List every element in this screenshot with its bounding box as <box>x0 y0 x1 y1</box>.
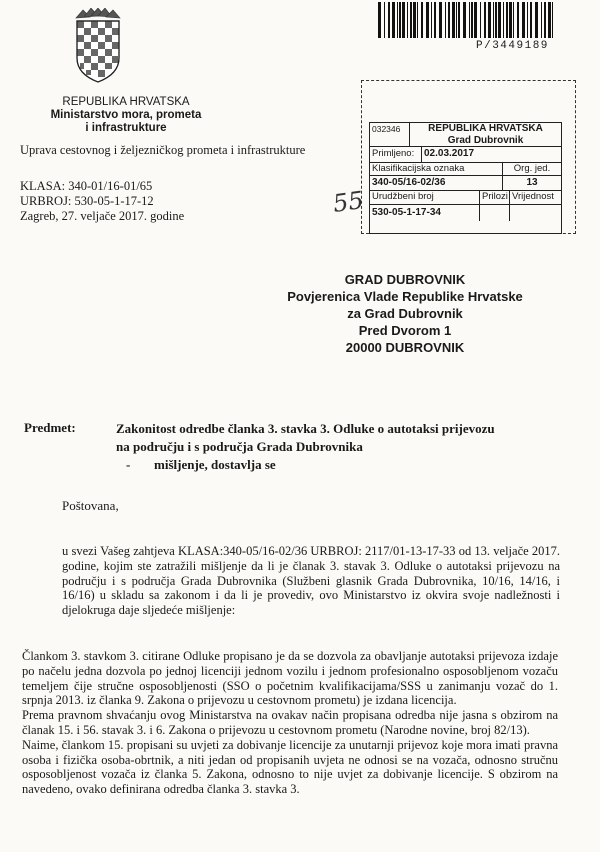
paragraph-article-15: Naime, člankom 15. propisani su uvjeti za dobivanje licencije za unutarnji prijevoz koje mora imati pravna osoba i fizička osoba-obrtnik, a niti jedan od propisanih uvjeta ne odnosi se na vozača, odnosno stručnu osposobljenost vozača iz članka 5. Zakona, odnosno to nije uvjet za dobivanje licencije. S obzirom na navedeno, ovako definirana odredba članka 3. stavka 3. <box>22 737 558 797</box>
ministry-header <box>36 96 216 135</box>
stamp-value-value <box>510 204 561 221</box>
barcode-bar <box>407 2 408 38</box>
stamp-urbroj-label-row <box>370 190 561 205</box>
barcode-bar <box>480 2 481 38</box>
directorate-name: Uprava cestovnog i željezničkog prometa i infrastrukture <box>20 143 306 157</box>
barcode-bar <box>544 2 546 38</box>
barcode-bar <box>384 2 385 38</box>
stamp-org-value: 13 <box>526 177 538 188</box>
barcode-bar <box>530 2 532 38</box>
subject-line2: na području i s područja Grada Dubrovnika <box>116 439 363 454</box>
klasa-line: KLASA: 340-01/16-01/65 <box>20 179 153 193</box>
barcode-bar <box>506 2 508 38</box>
barcode-bar <box>541 2 542 38</box>
barcode-bar <box>513 2 514 38</box>
stamp-urbroj-value-row <box>370 204 561 221</box>
barcode-bar <box>548 2 551 38</box>
barcode-bar <box>527 2 528 38</box>
barcode-bar <box>421 2 423 38</box>
barcode-bar <box>388 2 390 38</box>
country-name: REPUBLIKA HRVATSKA <box>62 96 190 108</box>
stamp-attach-label: Prilozi <box>480 190 510 204</box>
stamp-attach-value <box>480 204 510 221</box>
ministry-name-line2: i infrastrukture <box>85 122 167 134</box>
barcode-bar <box>445 2 446 38</box>
greeting: Poštovana, <box>62 498 119 513</box>
barcode-bar <box>503 2 504 38</box>
croatian-coat-of-arms-icon <box>74 8 122 84</box>
handwritten-number: 55 <box>331 186 366 218</box>
barcode-bar <box>498 2 501 38</box>
addressee-line3: za Grad Dubrovnik <box>347 306 463 321</box>
barcode-bar <box>463 2 466 38</box>
barcode-bar <box>399 2 401 38</box>
stamp-issuer <box>410 123 561 146</box>
subject-text <box>116 420 566 474</box>
urbroj-line: URBROJ: 530-05-1-17-12 <box>20 194 154 208</box>
barcode-bar <box>448 2 450 38</box>
barcode-bar <box>392 2 395 38</box>
paragraph-article-3: Člankom 3. stavkom 3. citirane Odluke propisano je da se dozvola za obavljanje autotaksi prijevoza izdaje po načelu jedna dozvola po jednoj licenciji jednom vozilu i jednom profesionalno osposobljenom vozaču temeljem čije stručne osposobljenosti (SSO o početnim kvalifikacijama/SSS u zanimanju vozač do 1. srpnja 2013. iz članka 9. Zakona o prijevozu u cestovnom prometu) je izdana licencija. <box>22 649 558 708</box>
barcode-bar <box>413 2 416 38</box>
body-paragraphs <box>22 649 558 797</box>
addressee-line4: Pred Dvorom 1 <box>358 323 452 338</box>
barcode-bar <box>458 2 460 38</box>
stamp-received-label: Primljeno: <box>370 146 422 162</box>
reference-block <box>20 179 184 224</box>
subject-line3-text: mišljenje, dostavlja se <box>154 457 276 472</box>
stamp-class-label-row <box>370 162 561 176</box>
stamp-header-row <box>370 123 561 147</box>
subject-label: Predmet: <box>24 420 76 435</box>
barcode-bar <box>402 2 405 38</box>
stamp-urbroj-label: Urudžbeni broj <box>370 190 480 204</box>
ministry-name-line1: Ministarstvo mora, prometa <box>50 109 202 121</box>
barcode-bar <box>431 2 432 38</box>
barcode <box>376 2 556 38</box>
barcode-bar <box>426 2 429 38</box>
barcode-bar <box>522 2 525 38</box>
stamp-number: 032346 <box>370 123 410 146</box>
stamp-class-value: 340-05/16-02/36 <box>370 175 503 190</box>
barcode-bar <box>552 2 553 38</box>
barcode-bar <box>439 2 442 38</box>
barcode-bar <box>434 2 436 38</box>
barcode-bar <box>517 2 519 38</box>
barcode-bar <box>495 2 497 38</box>
subject-line3 <box>116 456 566 474</box>
addressee-block <box>260 271 550 356</box>
barcode-bar <box>456 2 457 38</box>
barcode-bar <box>417 2 418 38</box>
barcode-bar <box>471 2 473 38</box>
barcode-bar <box>474 2 477 38</box>
barcode-bar <box>397 2 398 38</box>
stamp-class-label: Klasifikacijska oznaka <box>370 162 503 175</box>
barcode-bar <box>535 2 538 38</box>
place-date-line: Zagreb, 27. veljače 2017. godine <box>20 209 185 223</box>
stamp-value-label: Vrijednost <box>512 191 554 202</box>
stamp-city: Grad Dubrovnik <box>447 134 524 146</box>
barcode-bar <box>469 2 470 38</box>
stamp-class-value-row <box>370 175 561 191</box>
stamp-received-row <box>370 146 561 163</box>
registry-stamp <box>369 122 562 234</box>
addressee-line1: GRAD DUBROVNIK <box>344 272 466 287</box>
stamp-org-label: Org. jed. <box>513 163 551 174</box>
addressee-line2: Povjerenica Vlade Republike Hrvatske <box>287 289 523 304</box>
barcode-bar <box>509 2 512 38</box>
paragraph-legal-view: Prema pravnom shvaćanju ovog Ministarstva na ovakav način propisana odredba nije jasna s obzirom na članak 15. i 56. stavak 3. i 6. Zakona o prijevozu u cestovnom prometu (Narodne novine, broj 82/13). <box>22 708 558 737</box>
barcode-bar <box>484 2 486 38</box>
paragraph-request: u svezi Vašeg zahtjeva KLASA:340-05/16-02/36 URBROJ: 2117/01-13-17-33 od 13. veljače 2017. godine, kojim ste zatražili mišljenje da li je članak 3. stavak 3. Odluke o autotaksi prijevozu na području i s područja Grada Dubrovnika (Službeni glasnik Grada Dubrovnika, 10/16, 14/16, i 16/16) u skladu sa zakonom i da li je provediv, ovo Ministarstvo iz okvira svoje nadležnosti i djelokruga daje sljedeće mišljenje: <box>62 544 560 618</box>
stamp-received-value: 02.03.2017 <box>424 148 475 159</box>
barcode-bar <box>493 2 494 38</box>
stamp-country: REPUBLIKA HRVATSKA <box>428 123 543 134</box>
subject-dash: - <box>126 457 131 472</box>
barcode-bar <box>410 2 412 38</box>
addressee-line5: 20000 DUBROVNIK <box>345 340 465 355</box>
subject-line1: Zakonitost odredbe članka 3. stavka 3. Odluke o autotaksi prijevozu <box>116 421 495 436</box>
barcode-bar <box>488 2 491 38</box>
barcode-bar <box>452 2 455 38</box>
barcode-bar <box>378 2 381 38</box>
barcode-number: P/3449189 <box>476 40 549 52</box>
stamp-urbroj-value: 530-05-1-17-34 <box>370 204 480 221</box>
